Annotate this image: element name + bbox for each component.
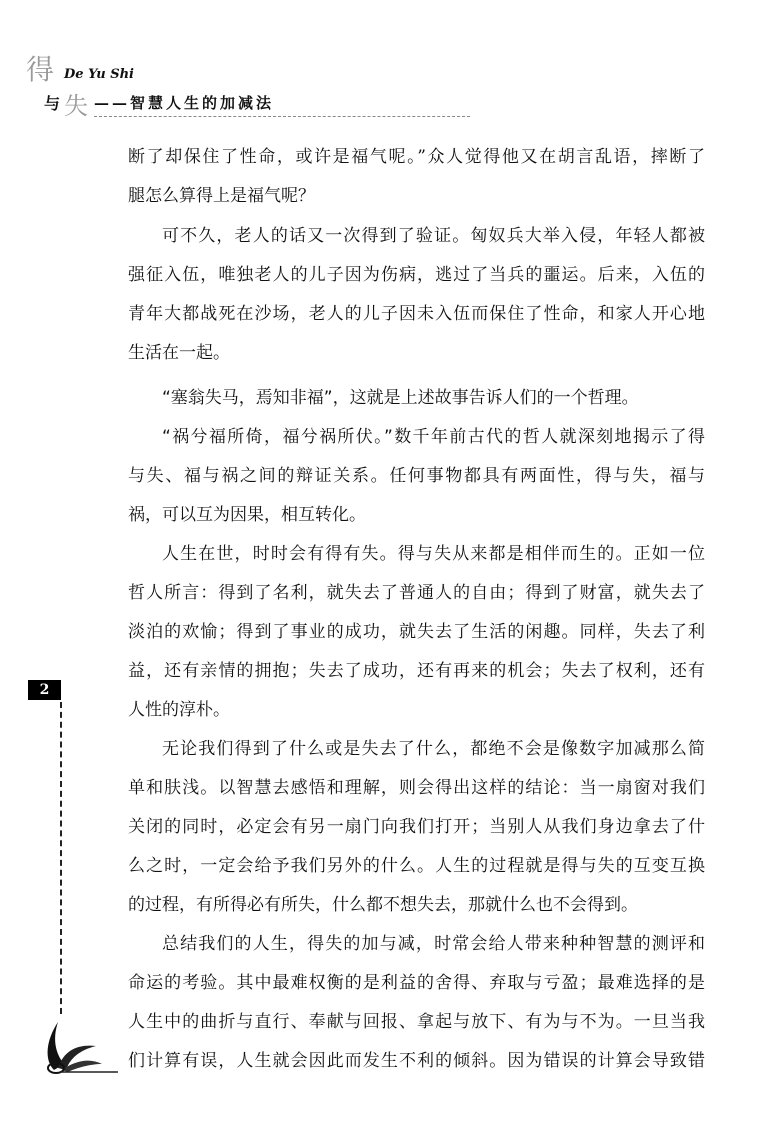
text-line: 么之时，一定会给予我们另外的什么。人生的过程就是得与失的互变互换 (128, 856, 705, 876)
header-char-shi: 失 (64, 92, 88, 120)
text-line: 祸，可以互为因果，相互转化。 (128, 505, 366, 525)
header-char-yu: 与 (44, 94, 61, 113)
text-line: 断了却保住了性命，或许是福气呢。”众人觉得他又在胡言乱语，摔断了 (128, 147, 705, 167)
text-line: 关闭的同时，必定会有另一扇门向我们打开；当别人从我们身边拿去了什 (128, 817, 705, 837)
header-subtitle: ——智慧人生的加减法 (94, 94, 275, 112)
text-line: 人性的淳朴。 (128, 700, 230, 720)
text-line: 益，还有亲情的拥抱；失去了成功，还有再来的机会；失去了权利，还有 (128, 661, 705, 681)
text-line: 人生中的曲折与直行、奉献与回报、拿起与放下、有为与不为。一旦当我 (128, 1012, 705, 1032)
text-line: 淡泊的欢愉；得到了事业的成功，就失去了生活的闲趣。同样，失去了利 (128, 622, 705, 642)
page-number: 2 (28, 680, 61, 700)
text-line: 的过程，有所得必有所失，什么都不想失去，那就什么也不会得到。 (128, 895, 638, 915)
leaf-ornament-icon (40, 1020, 120, 1075)
text-line: 哲人所言：得到了名利，就失去了普通人的自由；得到了财富，就失去了 (128, 583, 705, 603)
text-line: 青年大都战死在沙场，老人的儿子因未入伍而保住了性命，和家人开心地 (128, 304, 705, 324)
header-divider (94, 116, 470, 117)
text-line: “祸兮福所倚，福兮祸所伏。”数千年前古代的哲人就深刻地揭示了得 (162, 427, 705, 447)
header-char-de: 得 (26, 53, 55, 86)
text-line: 单和肤浅。以智慧去感悟和理解，则会得出这样的结论：当一扇窗对我们 (128, 778, 705, 798)
text-line: 总结我们的人生，得失的加与减，时常会给人带来种种智慧的测评和 (162, 934, 705, 954)
text-line: 与失、福与祸之间的辩证关系。任何事物都具有两面性，得与失，福与 (128, 466, 705, 486)
text-line: 生活在一起。 (128, 343, 230, 363)
text-line: “塞翁失马，焉知非福”，这就是上述故事告诉人们的一个哲理。 (162, 388, 639, 408)
text-line: 无论我们得到了什么或是失去了什么，都绝不会是像数字加减那么简 (162, 739, 705, 759)
margin-dashed-line (60, 702, 62, 1014)
text-line: 人生在世，时时会有得有失。得与失从来都是相伴而生的。正如一位 (162, 544, 705, 564)
text-line: 命运的考验。其中最难权衡的是利益的舍得、弃取与亏盈；最难选择的是 (128, 973, 705, 993)
text-line: 强征入伍，唯独老人的儿子因为伤病，逃过了当兵的噩运。后来，入伍的 (128, 265, 705, 285)
text-line: 腿怎么算得上是福气呢？ (128, 186, 315, 206)
text-line: 们计算有误，人生就会因此而发生不利的倾斜。因为错误的计算会导致错 (128, 1051, 705, 1071)
text-line: 可不久，老人的话又一次得到了验证。匈奴兵大举入侵，年轻人都被 (162, 226, 705, 246)
header-latin-title: De Yu Shi (64, 67, 134, 82)
